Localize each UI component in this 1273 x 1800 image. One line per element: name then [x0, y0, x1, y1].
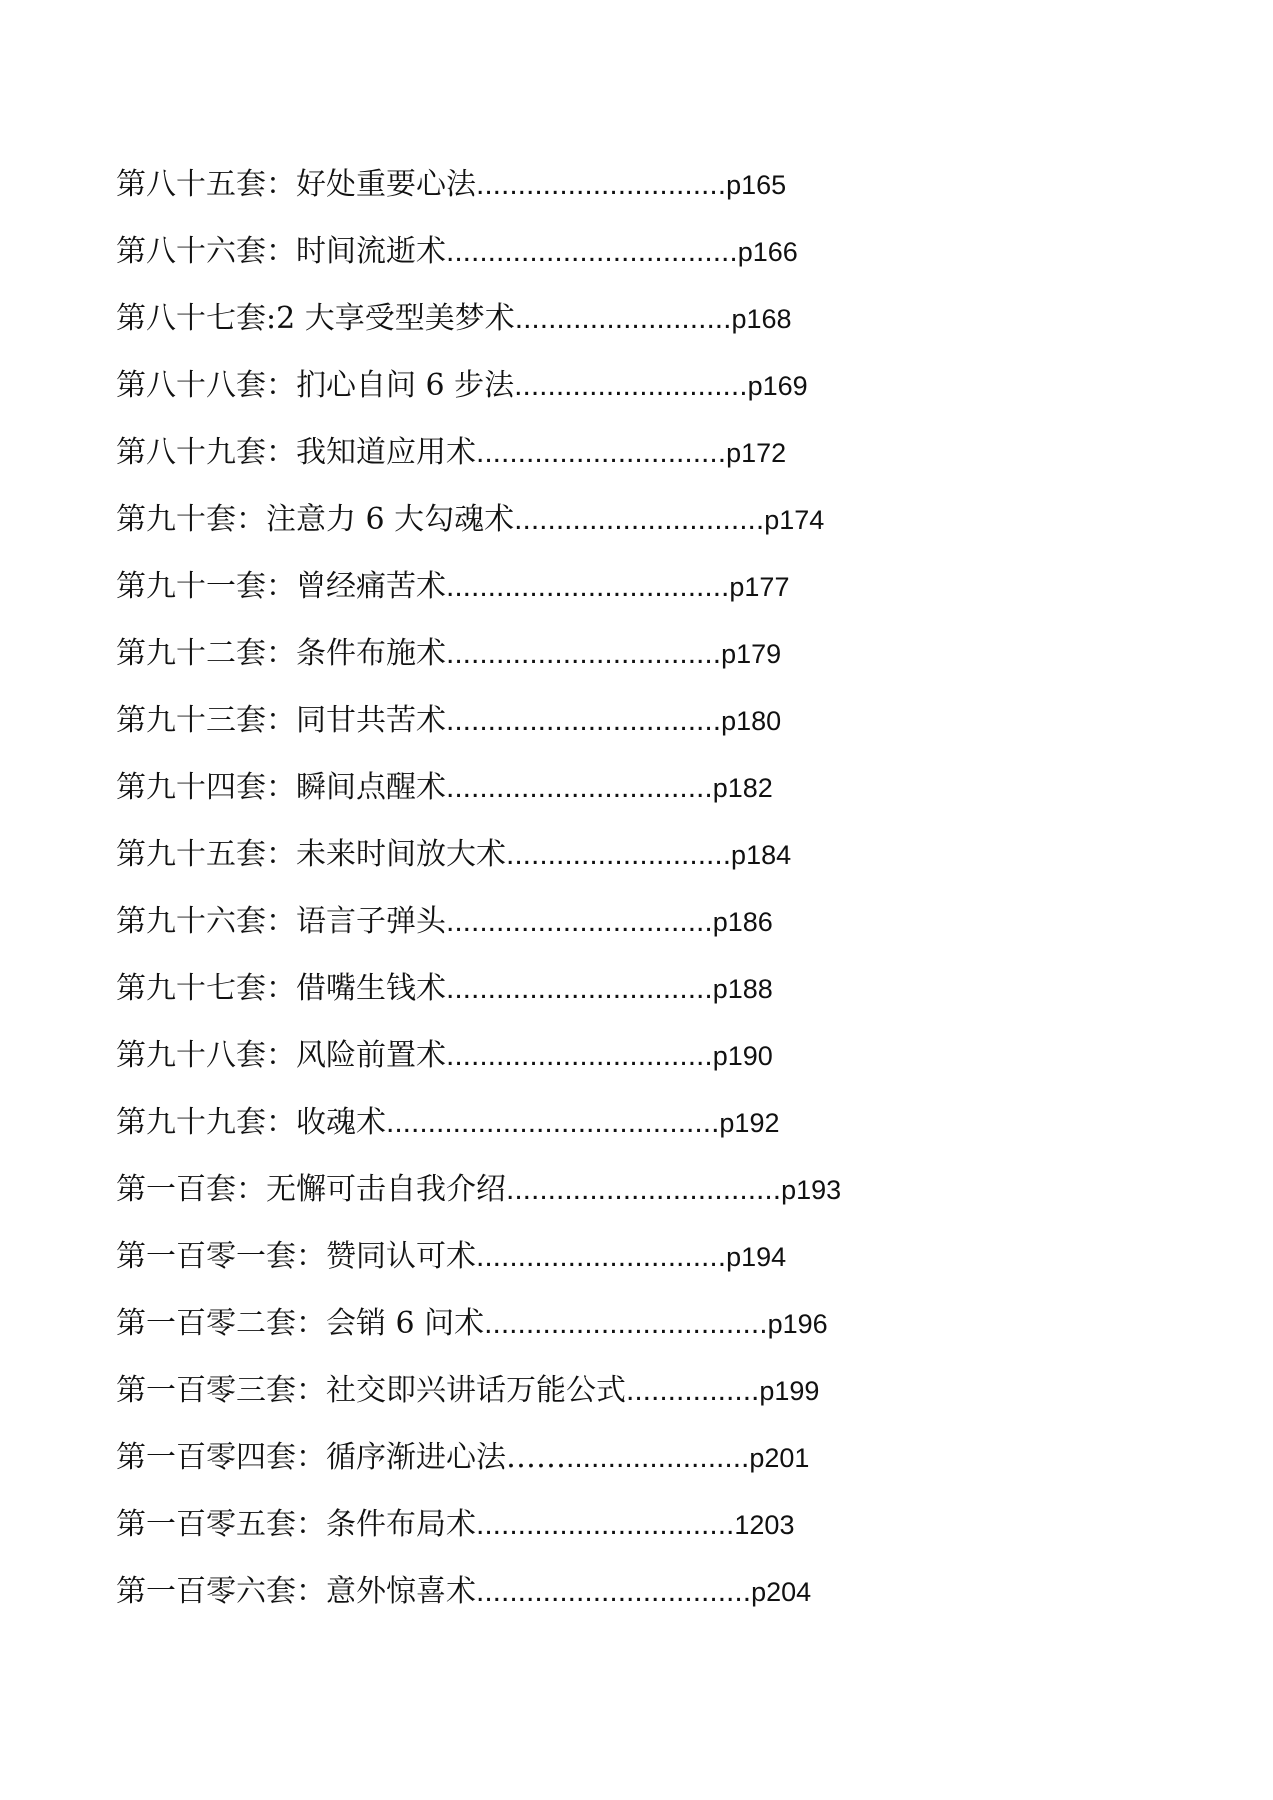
- toc-entry-title: 第九十九套：收魂术: [116, 1105, 386, 1140]
- toc-entry-title: 第八十七套:2 大享受型美梦术: [116, 301, 515, 336]
- toc-entry-leader: ............................: [514, 369, 748, 402]
- toc-entry-title: 第八十九套：我知道应用术: [116, 435, 476, 470]
- toc-entry-leader: ........................................: [386, 1106, 720, 1139]
- toc-entry-page: p190: [712, 1041, 773, 1071]
- toc-entry-103: [116, 1366, 1156, 1433]
- table-of-contents: [116, 160, 1156, 1634]
- toc-entry-page: p188: [712, 974, 773, 1004]
- toc-entry-page: p199: [759, 1376, 820, 1406]
- toc-entry-page: p174: [764, 505, 825, 535]
- toc-entry-leader: ...........................: [506, 838, 732, 871]
- toc-entry-87: [116, 294, 1156, 361]
- toc-entry-leader: .................................: [446, 637, 722, 670]
- toc-entry-title: 第九十一套：曾经痛苦术: [116, 569, 446, 604]
- toc-entry-86: [116, 227, 1156, 294]
- toc-entry-leader: ...............................: [476, 1508, 735, 1541]
- toc-entry-page: p186: [712, 907, 773, 937]
- toc-entry-90: [116, 495, 1156, 562]
- toc-entry-85: [116, 160, 1156, 227]
- toc-entry-94: [116, 763, 1156, 830]
- toc-entry-page: p182: [712, 773, 773, 803]
- toc-entry-title: 第九十七套：借嘴生钱术: [116, 971, 446, 1006]
- toc-entry-leader: ................................: [446, 771, 713, 804]
- toc-entry-page: p196: [767, 1309, 828, 1339]
- toc-entry-title: 第一百套：无懈可击自我介绍: [116, 1172, 506, 1207]
- toc-entry-leader: ................: [626, 1374, 760, 1407]
- toc-entry-page: p192: [719, 1108, 780, 1138]
- toc-entry-89: [116, 428, 1156, 495]
- toc-entry-title: 第一百零二套：会销 6 问术: [116, 1306, 485, 1341]
- toc-entry-104: [116, 1433, 1156, 1500]
- toc-entry-page: p184: [731, 840, 792, 870]
- toc-entry-93: [116, 696, 1156, 763]
- toc-entry-leader: ..............................: [476, 1240, 727, 1273]
- toc-entry-title: 第一百零五套：条件布局术: [116, 1507, 476, 1542]
- toc-entry-page: p172: [726, 438, 787, 468]
- toc-entry-page: p201: [749, 1443, 810, 1473]
- toc-entry-leader: ...................................: [446, 235, 738, 268]
- toc-entry-page: p204: [751, 1577, 812, 1607]
- toc-entry-105: [116, 1500, 1156, 1567]
- toc-entry-leader: ..................................: [484, 1307, 768, 1340]
- toc-entry-96: [116, 897, 1156, 964]
- toc-entry-page: 1203: [734, 1510, 795, 1540]
- toc-entry-page: p177: [729, 572, 790, 602]
- toc-entry-leader: ..............................: [514, 503, 765, 536]
- toc-entry-leader: .................................: [476, 1575, 752, 1608]
- toc-entry-leader: ................................: [446, 905, 713, 938]
- toc-entry-title: 第九十五套：未来时间放大术: [116, 837, 506, 872]
- toc-entry-leader: ..................................: [446, 570, 730, 603]
- toc-entry-97: [116, 964, 1156, 1031]
- toc-entry-88: [116, 361, 1156, 428]
- toc-entry-page: p180: [721, 706, 782, 736]
- toc-entry-leader: ..............................: [476, 436, 727, 469]
- toc-entry-title: 第九十六套：语言子弹头: [116, 904, 446, 939]
- toc-entry-106: [116, 1567, 1156, 1634]
- toc-entry-101: [116, 1232, 1156, 1299]
- toc-entry-title: 第一百零三套：社交即兴讲话万能公式: [116, 1373, 626, 1408]
- toc-entry-title: 第八十六套：时间流逝术: [116, 234, 446, 269]
- toc-entry-92: [116, 629, 1156, 696]
- toc-entry-title: 第一百零六套：意外惊喜术: [116, 1574, 476, 1609]
- toc-entry-title: 第一百零一套：赞同认可术: [116, 1239, 476, 1274]
- toc-entry-title: 第九十三套：同甘共苦术: [116, 703, 446, 738]
- toc-entry-title: 第一百零四套：循序渐进心法……: [116, 1440, 566, 1475]
- toc-entry-98: [116, 1031, 1156, 1098]
- toc-entry-page: p165: [726, 170, 787, 200]
- toc-entry-title: 第九十八套：风险前置术: [116, 1038, 446, 1073]
- toc-entry-95: [116, 830, 1156, 897]
- toc-entry-title: 第九十二套：条件布施术: [116, 636, 446, 671]
- toc-entry-leader: ..........................: [514, 302, 732, 335]
- toc-entry-title: 第九十四套：瞬间点醒术: [116, 770, 446, 805]
- toc-entry-title: 第九十套：注意力 6 大勾魂术: [116, 502, 515, 537]
- toc-entry-page: p193: [781, 1175, 842, 1205]
- toc-entry-page: p169: [747, 371, 808, 401]
- toc-entry-title: 第八十八套：扪心自问 6 步法: [116, 368, 515, 403]
- toc-entry-102: [116, 1299, 1156, 1366]
- toc-entry-leader: ..............................: [476, 168, 727, 201]
- toc-entry-page: p194: [726, 1242, 787, 1272]
- toc-entry-page: p168: [731, 304, 792, 334]
- toc-entry-leader: ......................: [566, 1441, 750, 1474]
- toc-entry-leader: .................................: [506, 1173, 782, 1206]
- toc-entry-page: p166: [737, 237, 798, 267]
- toc-entry-leader: .................................: [446, 704, 722, 737]
- toc-entry-leader: ................................: [446, 972, 713, 1005]
- toc-entry-100: [116, 1165, 1156, 1232]
- toc-entry-leader: ................................: [446, 1039, 713, 1072]
- toc-entry-title: 第八十五套：好处重要心法: [116, 167, 476, 202]
- toc-entry-99: [116, 1098, 1156, 1165]
- toc-entry-page: p179: [721, 639, 782, 669]
- toc-entry-91: [116, 562, 1156, 629]
